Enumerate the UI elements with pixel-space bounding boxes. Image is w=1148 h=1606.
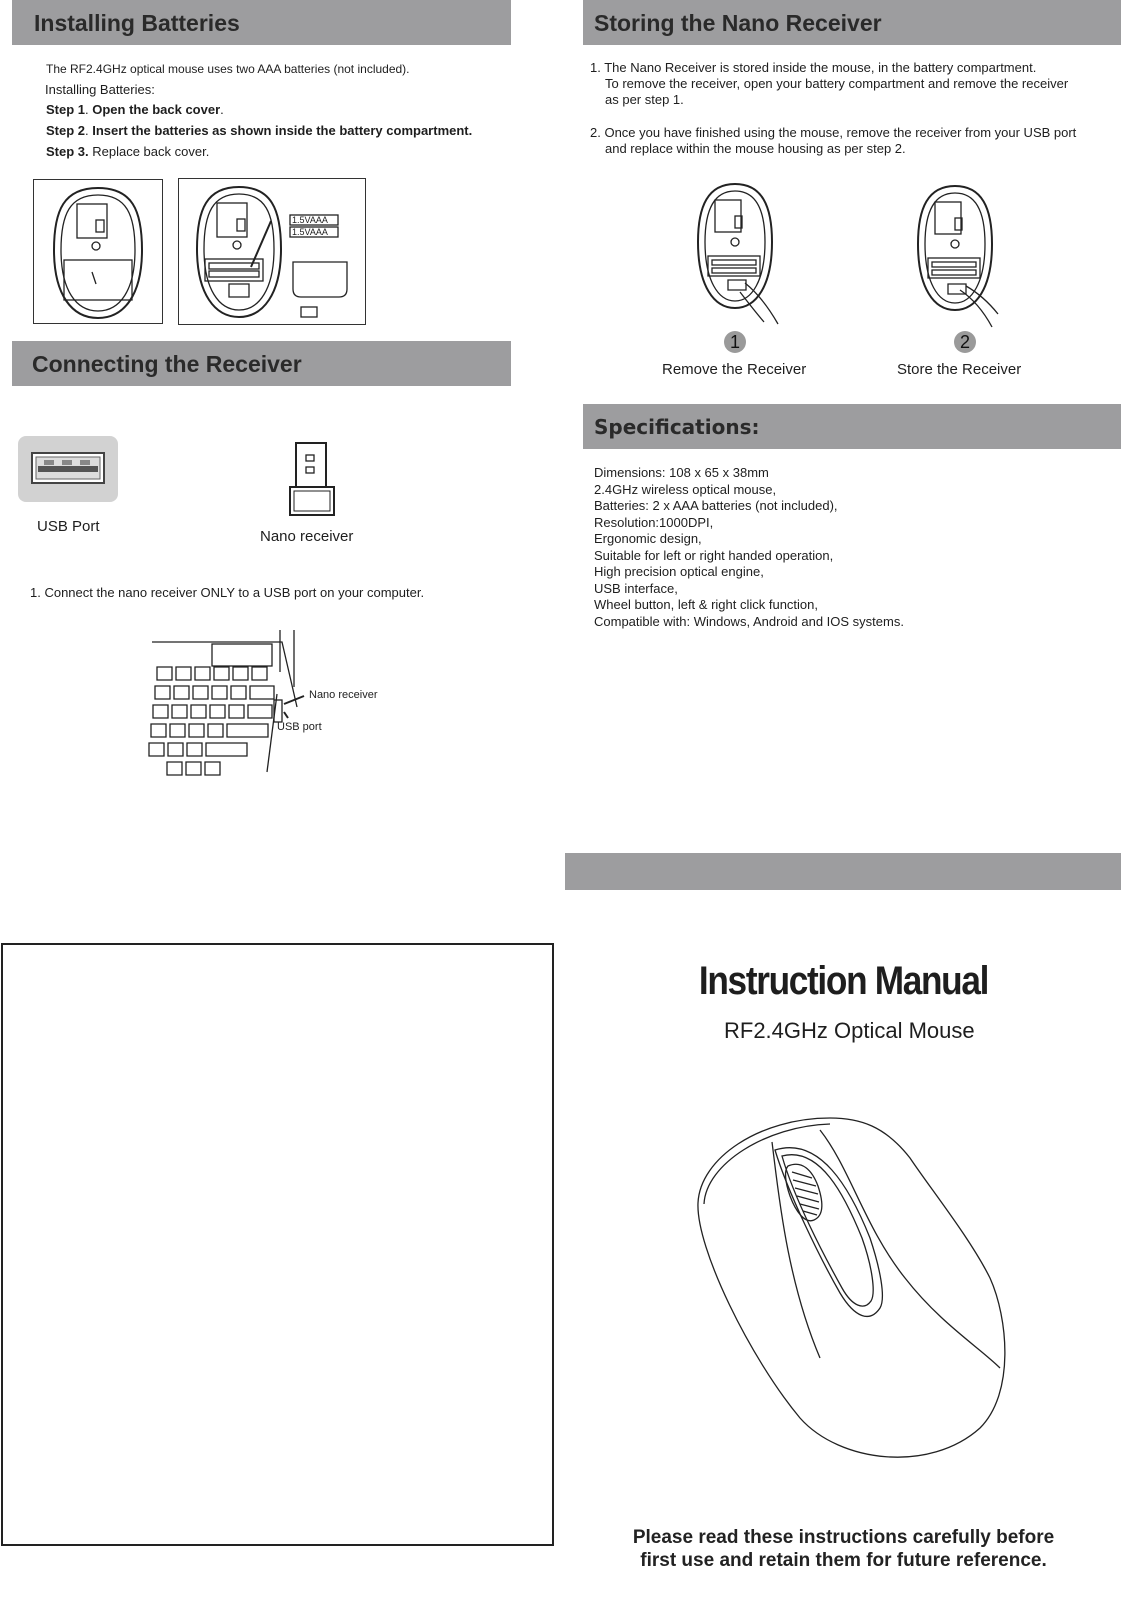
storing-receiver-header — [583, 0, 1121, 45]
installing-subtitle: Installing Batteries: — [45, 82, 155, 97]
connecting-receiver-title: Connecting the Receiver — [32, 351, 302, 377]
mouse-battery-figure — [178, 178, 366, 325]
step-2-text: Insert the batteries as shown inside the battery compartment. — [92, 123, 473, 138]
step-2-prefix: Step 2 — [46, 123, 86, 138]
figure-2-caption: Store the Receiver — [897, 361, 1022, 378]
step-1-prefix: Step 1 — [46, 102, 86, 117]
figure-2-number: 2 — [954, 331, 976, 353]
storing-p1-line-3: as per step 1. — [605, 92, 684, 107]
install-step-3 — [46, 144, 209, 160]
usb-port-image — [18, 436, 118, 502]
installing-batteries-title: Installing Batteries — [34, 10, 240, 36]
laptop-drawing — [12, 612, 400, 804]
step-2-sep: . — [85, 123, 93, 138]
cover-notice — [566, 1526, 1121, 1572]
remove-receiver-illustration — [690, 180, 790, 325]
specifications-header — [583, 404, 1121, 449]
storing-p2-line-2: and replace within the mouse housing as per step 2. — [605, 141, 906, 156]
usb-port-caption: USB Port — [37, 518, 100, 535]
cover-title: Instruction Manual — [698, 959, 989, 1003]
storing-p2-line-1: 2. Once you have finished using the mouse, remove the receiver from your USB port — [590, 125, 1077, 140]
step-1-text: Open the back cover — [92, 102, 221, 117]
figure-1-number: 1 — [724, 331, 746, 353]
connecting-receiver-header — [12, 341, 511, 386]
nano-receiver-icon — [288, 441, 338, 517]
back-cover-blank-panel — [1, 943, 554, 1546]
spec-item: High precision optical engine, — [594, 564, 764, 579]
spec-item: Suitable for left or right handed operation, — [594, 547, 834, 563]
spec-item: 2.4GHz wireless optical mouse, — [594, 481, 777, 497]
spec-item: Wheel button, left & right click function, — [594, 597, 818, 612]
laptop-usb-label: USB port — [277, 721, 322, 733]
install-step-2 — [46, 123, 472, 139]
usb-port-icon — [18, 436, 118, 502]
figure-1-caption: Remove the Receiver — [662, 361, 807, 378]
section-divider-bar — [565, 853, 1121, 890]
step-3-text: Replace back cover. — [92, 144, 210, 159]
step-1-end: . — [220, 102, 224, 117]
storing-receiver-title: Storing the Nano Receiver — [594, 10, 882, 36]
spec-item: Compatible with: Windows, Android and IOS systems. — [594, 613, 904, 629]
spec-item: Ergonomic design, — [594, 531, 702, 546]
laptop-illustration — [12, 612, 400, 804]
cover-subtitle: RF2.4GHz Optical Mouse — [724, 1018, 975, 1043]
storing-p1-line-2: To remove the receiver, open your battery compartment and remove the receiver — [605, 76, 1069, 91]
installing-batteries-header — [12, 0, 511, 45]
mouse-back-cover-figure — [33, 179, 163, 324]
nano-receiver-caption: Nano receiver — [260, 528, 354, 545]
step-3-prefix: Step 3. — [46, 144, 89, 159]
mouse-open-illustration — [179, 179, 367, 326]
battery-label-2: 1.5VAAA — [292, 227, 328, 237]
storing-p1-line-1: 1. The Nano Receiver is stored inside the mouse, in the battery compartment. — [590, 60, 1037, 75]
spec-item: Resolution:1000DPI, — [594, 514, 714, 530]
spec-item: Batteries: 2 x AAA batteries (not included), — [594, 498, 838, 513]
specifications-title: Specifications: — [594, 415, 760, 439]
install-step-1 — [46, 102, 224, 118]
installing-intro: The RF2.4GHz optical mouse uses two AAA batteries (not included). — [46, 62, 410, 76]
cover-notice-line-2: first use and retain them for future reference. — [640, 1550, 1047, 1571]
connect-instruction: 1. Connect the nano receiver ONLY to a USB port on your computer. — [30, 585, 425, 600]
mouse-bottom-illustration — [34, 180, 164, 325]
specifications-list — [594, 465, 904, 630]
cover-notice-line-1: Please read these instructions carefully before — [632, 1527, 1055, 1548]
store-receiver-illustration — [910, 182, 1010, 327]
spec-item: USB interface, — [594, 580, 678, 596]
battery-label-1: 1.5VAAA — [292, 215, 328, 225]
step-1-sep: . — [85, 102, 93, 117]
mouse-top-view-illustration — [690, 1108, 1020, 1478]
storing-paragraph-1 — [590, 60, 1068, 108]
spec-item: Dimensions: 108 x 65 x 38mm — [594, 465, 769, 480]
storing-paragraph-2 — [590, 125, 1076, 157]
laptop-nano-label: Nano receiver — [309, 689, 378, 701]
